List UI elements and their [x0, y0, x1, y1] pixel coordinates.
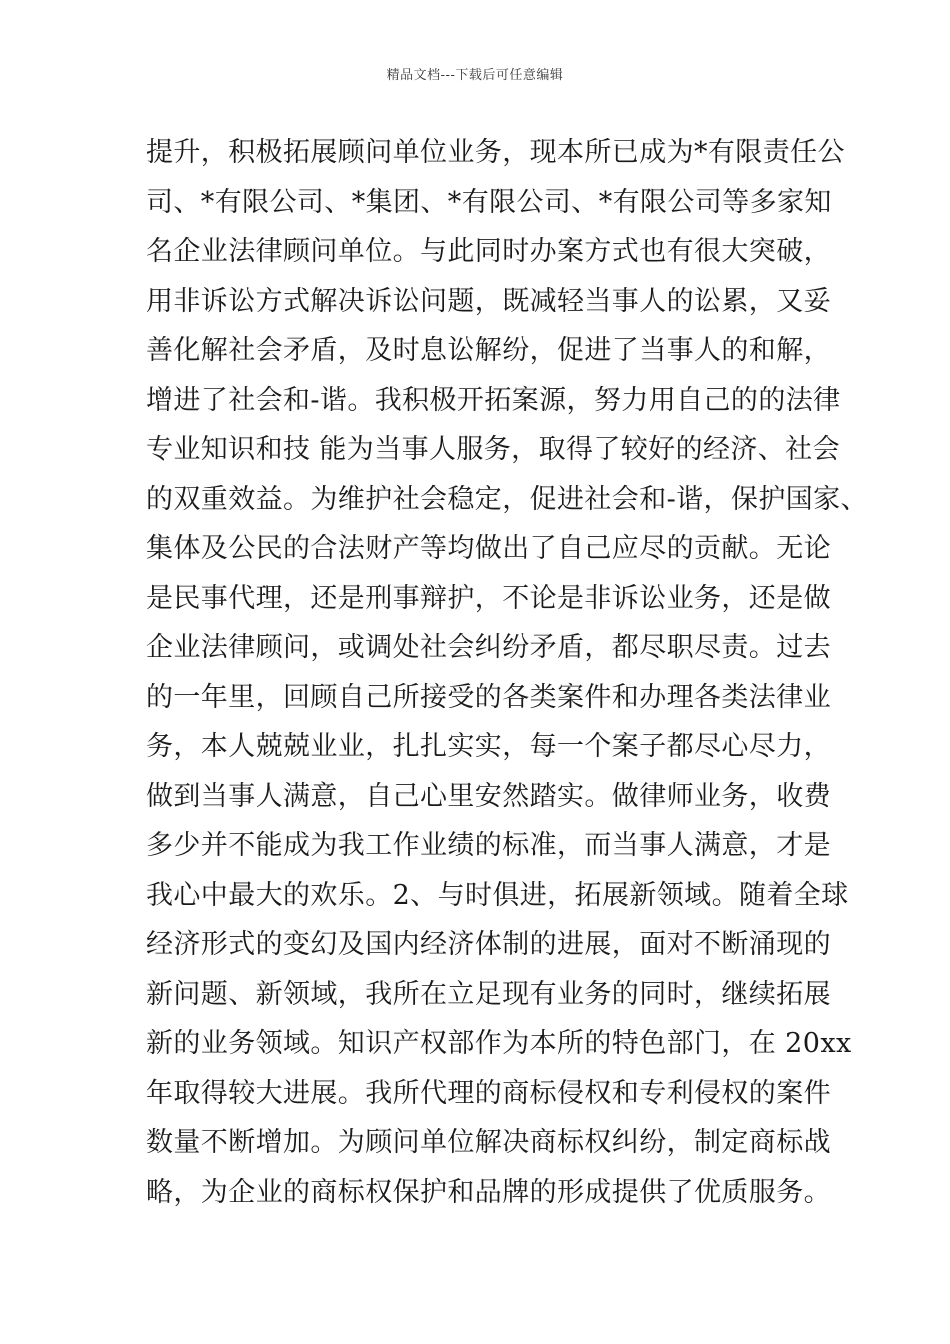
text-line: 年取得较大进展。我所代理的商标侵权和专利侵权的案件 — [146, 1077, 831, 1109]
text-line: 我心中最大的欢乐。2、与时俱进，拓展新领域。随着全球 — [146, 879, 849, 911]
text-line: 集体及公民的合法财产等均做出了自己应尽的贡献。无论 — [146, 533, 831, 564]
text-line: 经济形式的变幻及国内经济体制的进展，面对不断涌现的 — [146, 929, 831, 960]
text-line: 务，本人兢兢业业，扎扎实实，每一个案子都尽心尽力， — [146, 731, 831, 762]
text-line: 新问题、新领域，我所在立足现有业务的同时，继续拓展 — [146, 978, 831, 1010]
text-line: 的一年里，回顾自己所接受的各类案件和办理各类法律业 — [146, 681, 831, 713]
text-line: 提升，积极拓展顾问单位业务，现本所已成为*有限责任公 — [146, 137, 845, 168]
page-header: 精品文档---下载后可任意编辑 — [386, 68, 564, 83]
text-line: 是民事代理，还是刑事辩护，不论是非诉讼业务，还是做 — [146, 582, 831, 614]
text-line: 专业知识和技 能为当事人服务，取得了较好的经济、社会 — [146, 434, 840, 465]
text-line: 数量不断增加。为顾问单位解决商标权纠纷，制定商标战 — [146, 1127, 831, 1158]
text-line: 新的业务领域。知识产权部作为本所的特色部门，在 20xx — [146, 1028, 852, 1059]
text-line: 的双重效益。为维护社会稳定，促进社会和-谐，保护国家、 — [146, 483, 868, 515]
document-body — [146, 128, 866, 1217]
text-line: 善化解社会矛盾，及时息讼解纷，促进了当事人的和解， — [146, 335, 831, 366]
text-line: 多少并不能成为我工作业绩的标准，而当事人满意，才是 — [146, 830, 831, 861]
text-line: 略，为企业的商标权保护和品牌的形成提供了优质服务。 — [146, 1176, 831, 1208]
text-line: 增进了社会和-谐。我积极开拓案源，努力用自己的的法律 — [146, 384, 841, 416]
text-line: 司、*有限公司、*集团、*有限公司、*有限公司等多家知 — [146, 186, 832, 218]
text-line: 名企业法律顾问单位。与此同时办案方式也有很大突破， — [146, 236, 831, 267]
text-line: 企业法律顾问，或调处社会纠纷矛盾，都尽职尽责。过去 — [146, 632, 831, 663]
text-line: 用非诉讼方式解决诉讼问题，既减轻当事人的讼累，又妥 — [146, 285, 831, 317]
text-line: 做到当事人满意，自己心里安然踏实。做律师业务，收费 — [146, 780, 831, 812]
